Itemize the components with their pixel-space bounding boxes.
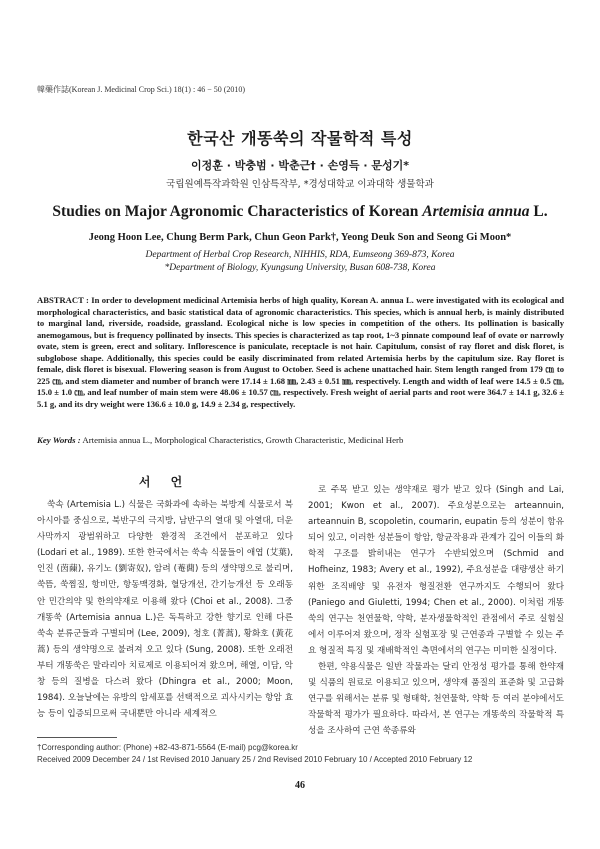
paragraph: 한편, 약용식물은 일반 작물과는 달리 안정성 평가를 통해 한약재 및 식품의 원료로 이용되고 있으며, 생약재 품질의 표준화 및 고급화 연구를 위해서는 분류 및 형태학, 천연물학, 약학 등 여러 분야에서도 작물학적 평가가 필요하다. 따라서, 본 연구는 개똥쑥의 작물학적 특성을 조사하여 근연 쑥종류와 [308, 662, 564, 737]
english-title-suffix: L. [529, 203, 548, 220]
english-title [0, 203, 600, 221]
english-title-species: Artemisia annua [422, 203, 530, 220]
english-title-prefix: Studies on Major Agronomic Characteristics of Korean [52, 203, 423, 220]
received-dates-note: Received 2009 December 24 / 1st Revised 2010 January 25 / 2nd Revised 2010 February 10 / Accepted 2010 February 12 [37, 755, 473, 764]
keywords [37, 435, 564, 445]
keywords-text: Artemisia annua L., Morphological Characteristics, Growth Characteristic, Medicinal Herb [80, 435, 404, 445]
paragraph: 로 주목 받고 있는 생약재로 평가 받고 있다 (Singh and Lai, 2001; Kwon et al., 2007). 주요성분으로는 arteannuin, arteannuin B, scopoletin, coumarin, eupatin 등의 성분이 함유되어 있고, 이러한 성분들이 항암, 항균작용과 관계가 깊어 이들의 화학적 구조를 밝히내는 연구가 수반되었으며 (Schmid and Hofheinz, 1983; Avery et al., 1992), 주요성분을 대량생산 하기 위한 조직배양 및 유전자 형질전환 연구까지도 수행되어 왔다 (Paniego and Giuletti, 1994; Chen et al., 2000). 이처럼 개똥쑥의 연구는 천연물학, 약학, 분자생물학적인 관점에서 주로 실험실에서 이루어져 왔으며, 정작 실험포장 및 근연종과 구별할 수 있는 주요 형질적 특징 및 재배학적인 측면에서의 연구는 미미한 실정이다. [308, 485, 564, 656]
korean-title: 한국산 개똥쑥의 작물학적 특성 [187, 129, 413, 148]
body-column-left [37, 497, 293, 722]
keywords-label: Key Words : [37, 435, 81, 445]
affiliation-line-2: *Department of Biology, Kyungsung University, Busan 608-738, Korea [164, 263, 436, 273]
body-column-right [308, 482, 564, 740]
korean-authors: 이정훈 · 박충범 · 박춘근† · 손영득 · 문성기* [191, 159, 409, 172]
corresponding-author-note: †Corresponding author: (Phone) +82-43-871-5564 (E-mail) pcg@korea.kr [37, 743, 298, 752]
page-number: 46 [295, 780, 305, 791]
abstract: ABSTRACT : In order to development medicinal Artemisia herbs of high quality, Korean A. annua L. were investigated with its ecological and morphological characteristics, and basic statistical data of agronomic characteristics. This species, which is annual herb, is mainly distributed to marginal land, riverside, roadside, grassland. Ecological niche is low species in competition of the others. Its pollination is basically anemogamous, but is frequency pollinated by insects. This species is characterized as tap root, 1~3 pinnate compound leaf of ovate or narrowly ovate, stem is green, erect and solitary. Inflorescence is paniculate, receptacle is not hair. Capitulum, consist of ray floret and disk floret, is subglobose shape. Additionally, this species could be easily discriminated from related Artemisia herbs by the capitulum size. Ray floret is female, disk floret is bisexual. Flowering season is from August to October. Seed is achene unattached hair. Stem length ranged from 179 ㎝ to 225 ㎝, and stem diameter and number of branch were 17.14 ± 1.68 ㎜, 2.43 ± 0.51 ㎜, respectively. Length and width of leaf were 14.5 ± 0.5 ㎝, 15.0 ± 1.0 ㎝, and leaf number of main stem were 48.06 ± 10.57 ㎝, respectively. Fresh weight of aerial parts and root were 364.7 ± 14.1 g, 32.6 ± 5.1 g, and its dry weight were 136.6 ± 10.0 g, 14.9 ± 2.34 g, respectively. [37, 295, 564, 409]
journal-citation: 韓藥作誌(Korean J. Medicinal Crop Sci.) 18(1) : 46 − 50 (2010) [37, 85, 246, 94]
paragraph: 쑥속 (Artemisia L.) 식물은 국화과에 속하는 북방계 식물로서 북아시아를 중심으로, 북반구의 극지방, 남반구의 열대 및 아열대, 더운 사막까지 광범위하고 다양한 환경적 조건에서 분포하고 있다 (Lodari et al., 1989). 또한 한국에서는 쑥속 식물들이 애엽 (艾葉), 인진 (茵蔯), 유기노 (劉寄奴), 암려 (菴䕡) 등의 생약명으로 불리며, 쑥뜸, 쑥찜질, 항비만, 항동맥경화, 혈당개선, 간기능개선 등 오래동안 민간의약 및 한의약재로 이용해 왔다 (Choi et al., 2008). 그중 개똥쑥 (Artemisia annua L.)은 독특하고 강한 향기로 인해 다른 쑥속 분류군들과 구별되며 (Lee, 2009), 청호 (菁蒿), 황화호 (黃花蒿) 등의 생약명으로 불려져 오고 있다 (Sung, 2008). 또한 오래전부터 개똥쑥은 말라리아 치료제로 이용되어져 왔으며, 해열, 이담, 악창 등의 질병을 다스려 왔다 (Dhingra et al., 2000; Moon, 1984). 오늘날에는 유방의 암세포를 선택적으로 괴사시키는 항암 효능 등이 입증되므로써 국내뿐만 아니라 세계적으 [37, 500, 293, 720]
english-authors: Jeong Hoon Lee, Chung Berm Park, Chun Geon Park†, Yeong Deuk Son and Seong Gi Moon* [88, 232, 512, 243]
footnote-divider [37, 737, 117, 738]
section-heading-introduction: 서 언 [138, 475, 191, 489]
korean-affiliation: 국립원예특작과학원 인삼특작부, *경성대학교 이과대학 생물학과 [166, 179, 434, 190]
affiliation-line-1: Department of Herbal Crop Research, NIHHIS, RDA, Eumseong 369-873, Korea [145, 250, 455, 260]
